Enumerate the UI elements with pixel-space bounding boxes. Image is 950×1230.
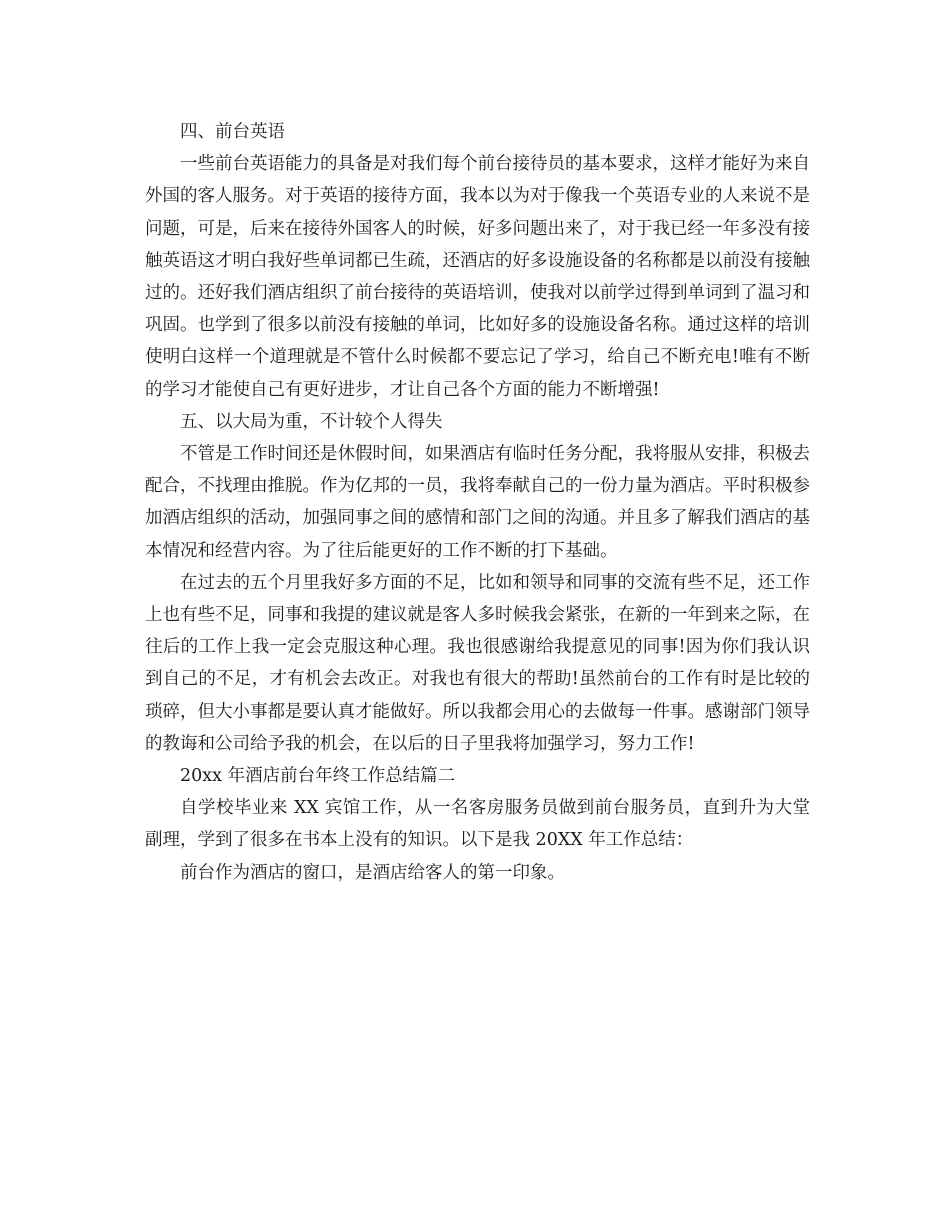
section-heading-front-desk-english: 四、前台英语	[180, 122, 285, 142]
section-heading-big-picture: 五、以大局为重，不计较个人得失	[180, 411, 443, 432]
paragraph-front-desk-window: 前台作为酒店的窗口，是酒店给客人的第一印象。	[180, 862, 565, 883]
paragraph-career-intro: 自学校毕业来 XX 宾馆工作，从一名客房服务员做到前台服务员，直到升为大堂副理，学到了很多在书本上没有的知识。以下是我 20XX 年工作总结：	[145, 798, 810, 851]
document-body	[145, 116, 810, 889]
paragraph-shortcomings: 在过去的五个月里我好多方面的不足，比如和领导和同事的交流有些不足，还工作上也有些不足，同事和我提的建议就是客人多时候我会紧张，在新的一年到来之际，在往后的工作上我一定会克服这种心理。我也很感谢给我提意见的同事!因为你们我认识到自己的不足，才有机会去改正。对我也有很大的帮助!虽然前台的工作有时是比较的琐碎，但大小事都是要认真才能做好。所以我都会用心的去做每一件事。感谢部门领导的教诲和公司给予我的机会，在以后的日子里我将加强学习，努力工作!	[145, 572, 810, 754]
section-heading-part-two: 20xx 年酒店前台年终工作总结篇二	[180, 766, 456, 787]
paragraph-english-skills: 一些前台英语能力的具备是对我们每个前台接待员的基本要求，这样才能好为来自外国的客人服务。对于英语的接待方面，我本以为对于像我一个英语专业的人来说不是问题，可是，后来在接待外国客人的时候，好多问题出来了，对于我已经一年多没有接触英语这才明白我好些单词都已生疏，还酒店的好多设施设备的名称都是以前没有接触过的。还好我们酒店组织了前台接待的英语培训，使我对以前学过得到单词到了温习和巩固。也学到了很多以前没有接触的单词，比如好多的设施设备名称。通过这样的培训使明白这样一个道理就是不管什么时候都不要忘记了学习，给自己不断充电!唯有不断的学习才能使自己有更好进步，才让自己各个方面的能力不断增强!	[145, 154, 810, 400]
paragraph-cooperation: 不管是工作时间还是休假时间，如果酒店有临时任务分配，我将服从安排，积极去配合，不找理由推脱。作为亿邦的一员，我将奉献自己的一份力量为酒店。平时积极参加酒店组织的活动，加强同事之间的感情和部门之间的沟通。并且多了解我们酒店的基本情况和经营内容。为了往后能更好的工作不断的打下基础。	[145, 444, 810, 561]
